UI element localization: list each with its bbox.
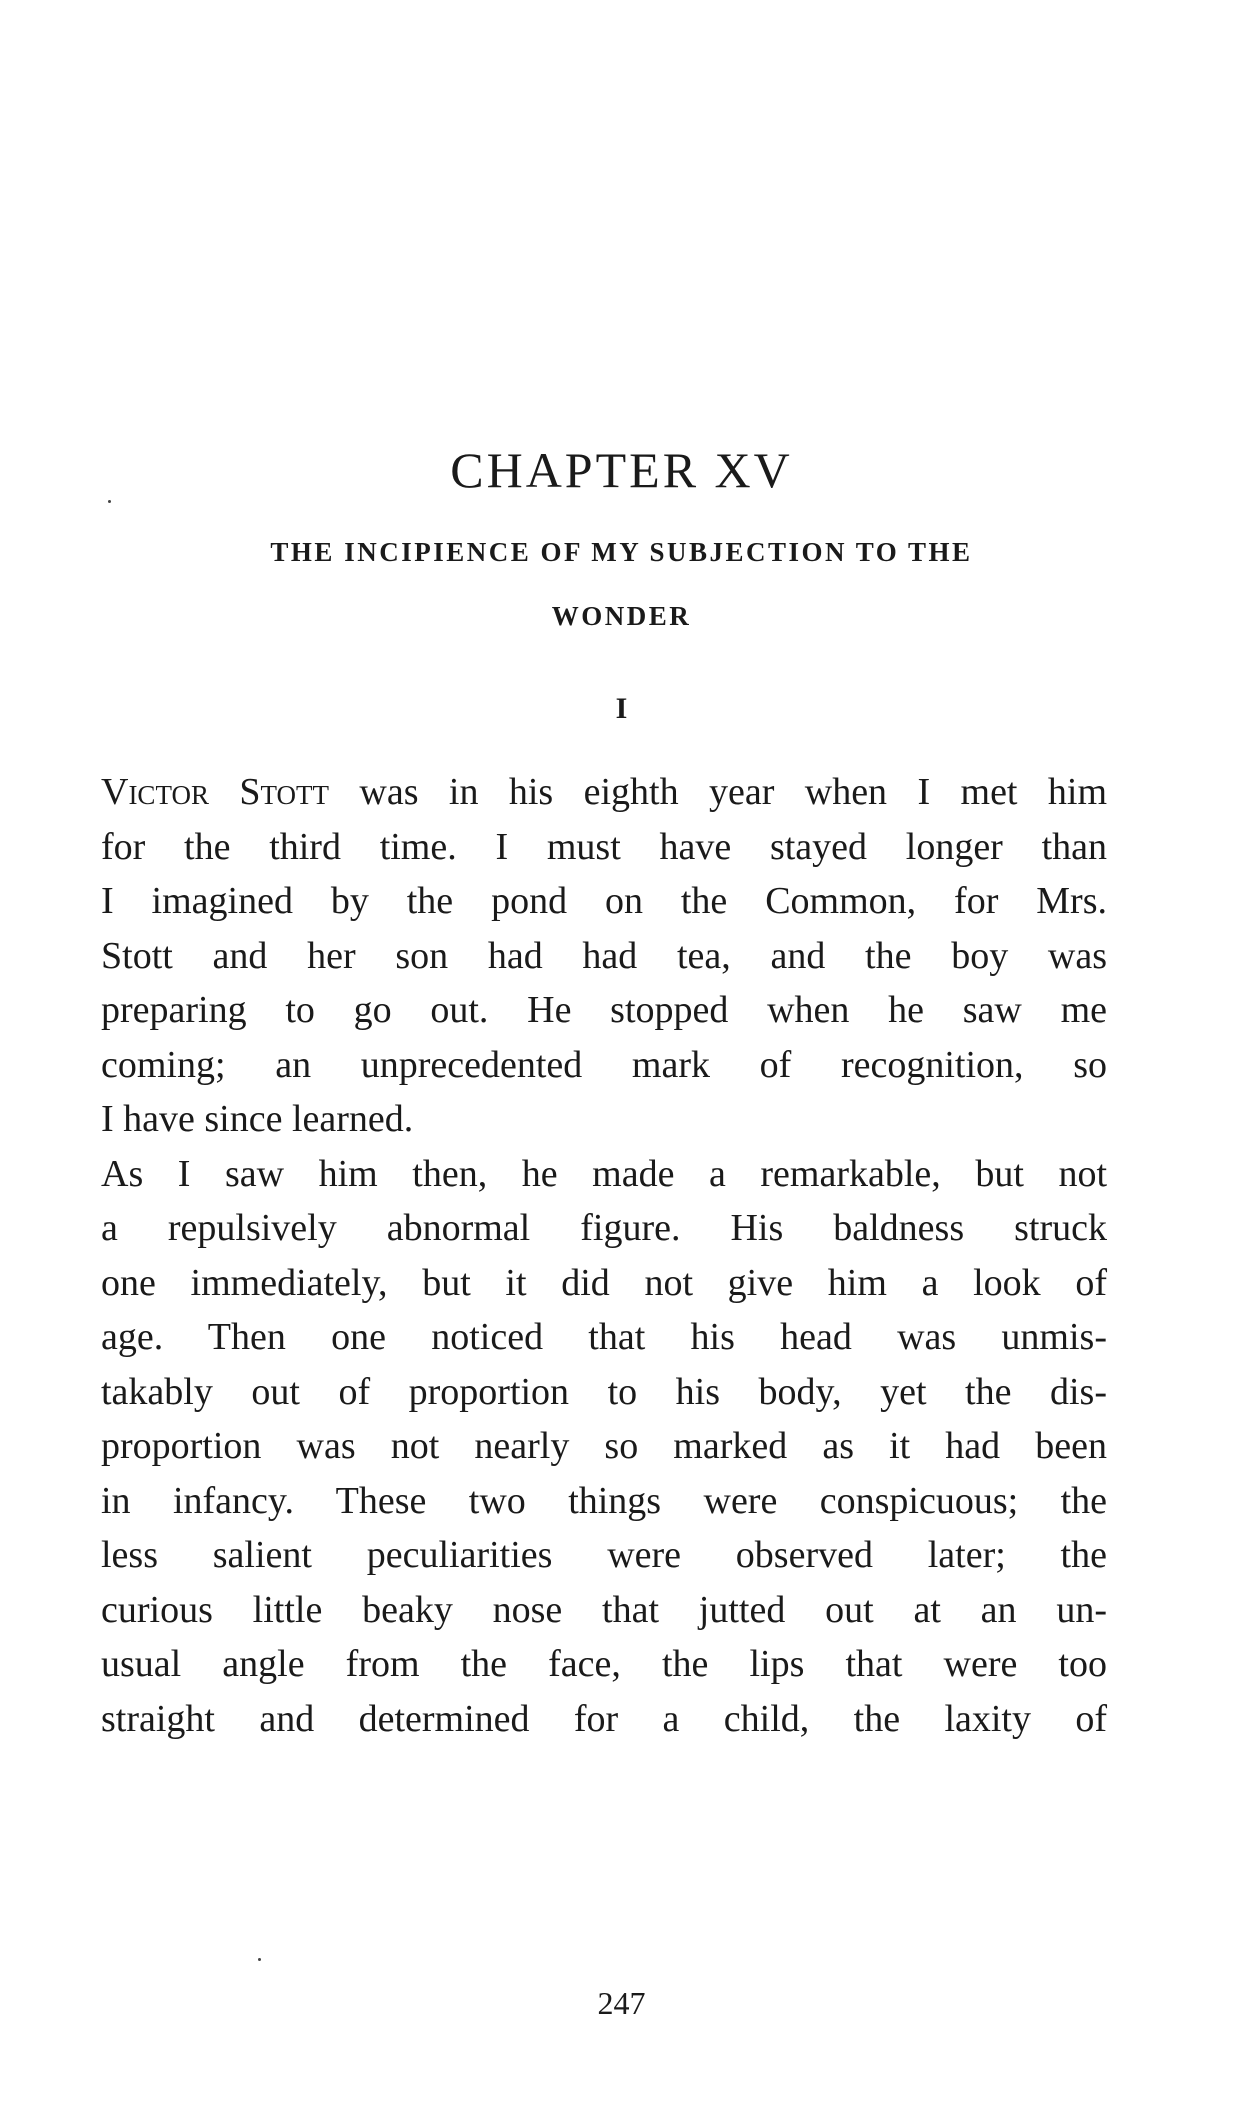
text-line: coming; an unprecedented mark of recognition, so (101, 1043, 1107, 1086)
body-text (101, 765, 1107, 1746)
opening-name-last: Stott (239, 771, 329, 813)
text-line: Stott and her son had had tea, and the boy was (101, 934, 1107, 977)
chapter-subtitle-line-2: WONDER (551, 601, 692, 631)
page-number: 247 (597, 1985, 646, 2021)
opening-name-first: Victor (101, 771, 209, 813)
chapter-subtitle-line-1: THE INCIPIENCE OF MY SUBJECTION TO THE (270, 537, 973, 567)
text-line: preparing to go out. He stopped when he saw me (101, 989, 1107, 1031)
text-line: proportion was not nearly so marked as it had been (101, 1425, 1107, 1467)
print-speck (258, 1958, 261, 1961)
text-line: age. Then one noticed that his head was unmis- (101, 1316, 1107, 1358)
text-line: straight and determined for a child, the laxity of (101, 1697, 1107, 1740)
text-line: usual angle from the face, the lips that were too (101, 1643, 1107, 1685)
text-line: one immediately, but it did not give him a look of (101, 1261, 1107, 1304)
text-line: I have since learned. (101, 1098, 414, 1140)
text-line: a repulsively abnormal figure. His baldness struck (101, 1207, 1107, 1249)
section-number: I (615, 692, 628, 725)
print-speck (108, 500, 111, 503)
text-line: curious little beaky nose that jutted out at an un- (101, 1588, 1107, 1631)
text-line: I imagined by the pond on the Common, for Mrs. (101, 880, 1107, 922)
text-line: takably out of proportion to his body, yet the dis- (101, 1370, 1107, 1413)
text-line: less salient peculiarities were observed later; the (101, 1534, 1107, 1576)
chapter-title: CHAPTER XV (450, 442, 793, 498)
text-line: As I saw him then, he made a remarkable, but not (101, 1152, 1107, 1195)
text-line: in infancy. These two things were conspicuous; the (101, 1479, 1107, 1522)
text-line-content: was in his eighth year when I met him (329, 771, 1107, 813)
text-line: for the third time. I must have stayed longer than (101, 825, 1107, 868)
text-line (101, 765, 1107, 820)
